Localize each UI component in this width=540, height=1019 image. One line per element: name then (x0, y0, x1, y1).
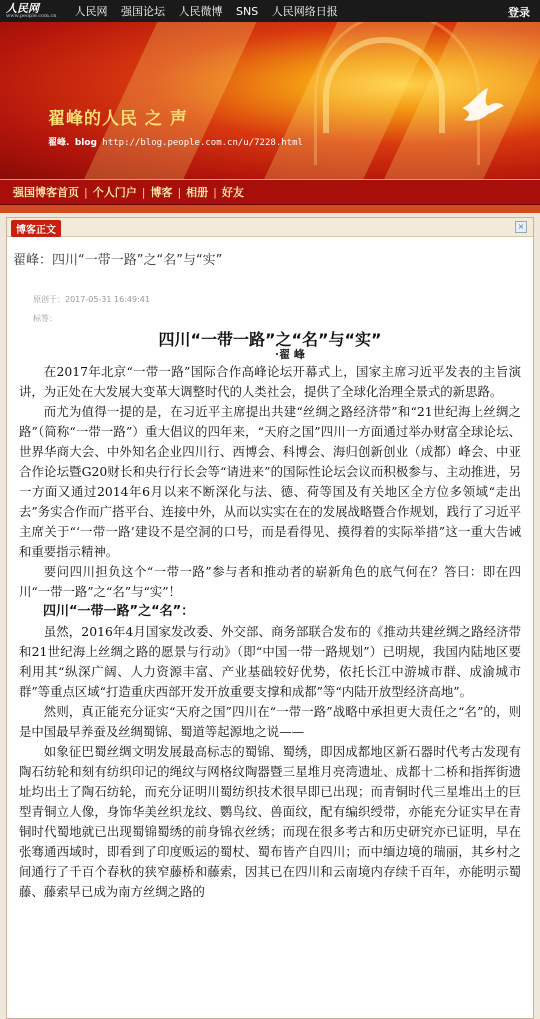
blog-word: blog (74, 138, 97, 148)
nav-album[interactable]: 相册 (186, 186, 209, 199)
paragraph: 而尤为值得一提的是，在习近平主席提出共建“丝绸之路经济带”和“21世纪海上丝绸之路”（简称“一带一路”）重大倡议的四年来，“天府之国”四川一方面通过举办财富全球论坛、世界华商大会、中外知名企业四川行、西博会、科博会、海归创新创业（成都）峰会、中亚合作论坛暨G20财长和央行行长会等“请进来”的国际性论坛会议而积极参与、主动推进，另一方面又通过2014年6月以来不断深化与法、德、荷等国及有关地区全方位多领域“走出去”务实合作而广搭平台、连接中外，从而以实实在在的发展战略暨合作规划，践行了习近平主席关于“‘一带一路’建设不是空洞的口号，而是看得见、摸得着的实际举措”这一重大告诫和重要指示精神。 (19, 404, 521, 559)
top-bar (0, 0, 540, 22)
close-icon[interactable]: × (515, 221, 527, 233)
nav-separator: | (141, 185, 146, 199)
top-link-people[interactable]: 人民网 (74, 5, 108, 18)
blog-url-text: http://blog.people.com.cn/u/7228.html (102, 138, 303, 148)
blog-url[interactable] (48, 135, 303, 148)
logo-text: 人民网 (6, 2, 39, 15)
nav-portal[interactable]: 个人门户 (92, 186, 137, 199)
article-heading: 四川“一带一路”之“名”与“实” (158, 330, 382, 349)
article-tags: 标签： (33, 314, 57, 323)
nav-home[interactable]: 强国博客首页 (13, 186, 79, 199)
top-nav (75, 3, 348, 19)
top-link-weibo[interactable]: 人民微博 (178, 5, 223, 18)
banner-ray (69, 22, 260, 179)
article-author: ·翟 峰 (275, 348, 305, 361)
paragraph: 在2017年北京“一带一路”国际合作高峰论坛开幕式上，国家主席习近平发表的主旨演讲，为正处在大发展大变革大调整时代的人类社会，提供了全球化治理全景式的新思路。 (19, 364, 521, 399)
nav-strip (0, 205, 540, 213)
blog-nav (0, 179, 540, 205)
top-link-forum[interactable]: 强国论坛 (121, 5, 166, 18)
blog-banner (0, 22, 540, 179)
nav-separator: | (177, 185, 182, 199)
nav-separator: | (213, 185, 217, 199)
top-link-sns[interactable]: SNS (236, 5, 259, 18)
blog-author-label: 翟峰. (48, 138, 70, 148)
dove-icon (458, 86, 506, 126)
article-panel (6, 217, 534, 1019)
section-subheading: 四川“一带一路”之“名”： (43, 604, 195, 619)
paragraph: 然则，真正能充分证实“天府之国”四川在“一带一路”战略中承担更大责任之“名”的，则是中国最早养蚕及丝绸蜀锦、蜀道等起源地之说—— (19, 704, 521, 739)
nav-blog[interactable]: 博客 (150, 186, 173, 199)
article-title: 翟峰：四川“一带一路”之“名”与“实” (13, 253, 223, 268)
login-link[interactable]: 登录 (508, 6, 530, 19)
people-logo[interactable] (6, 3, 57, 19)
nav-friends[interactable]: 好友 (221, 186, 244, 199)
blog-body-tag: 博客正文 (11, 220, 61, 237)
paragraph: 如象征巴蜀丝绸文明发展最高标志的蜀锦、蜀绣，即因成都地区新石器时代考古发现有陶石纺轮和刻有纺织印记的绳纹与网格纹陶器暨三星堆月亮湾遗址、成都十二桥和指挥街遗址均出土了陶石纺轮，而充分证明川蜀纺织技术很早即已出现；而青铜时代三星堆出土的巨型青铜立人像，身饰华美丝织龙纹、鹦鸟纹、兽面纹，配有编织绶带，亦能充分证实早在青铜时代蜀地就已出现蜀锦蜀绣的前身锦衣丝绣；而现在很多考古和历史研究亦已证明，早在张骞通西域时，即看到了印度贩运的蜀杖、蜀布皆产自四川；而中缅边境的瑞丽，其乡村之间通行了千百个春秋的狭窄藤桥和藤索，因其已在四川和云南境内存续千百年，亦能明示蜀藤、藤索早已成为南方丝绸之路的 (19, 744, 521, 899)
article-content (7, 324, 533, 902)
paragraph: 虽然，2016年4月国家发改委、外交部、商务部联合发布的《推动共建丝绸之路经济带和21世纪海上丝绸之路的愿景与行动》（即“中国一带一路规划”）已明规，我国内陆地区要利用其“纵深广阔、人力资源丰富、产业基础较好优势，依托长江中游城市群、成渝城市群”等重点区域“打造重庆西部开发开放重要支撑和成都”等“内陆开放型经济高地”。 (19, 624, 521, 699)
top-link-daily[interactable]: 人民网络日报 (271, 5, 338, 18)
created-time: 原创于：2017-05-31 16:49:41 (33, 295, 150, 304)
paragraph: 要问四川担负这个“一带一路”参与者和推动者的崭新角色的底气何在？答曰：即在四川“一带一路”之“名”与“实”！ (19, 564, 521, 599)
nav-separator: | (84, 185, 88, 199)
blog-title[interactable]: 翟峰的人民 之 声 (48, 109, 188, 129)
panel-header (7, 218, 533, 237)
logo-subtext: www.people.com.cn (6, 13, 57, 19)
